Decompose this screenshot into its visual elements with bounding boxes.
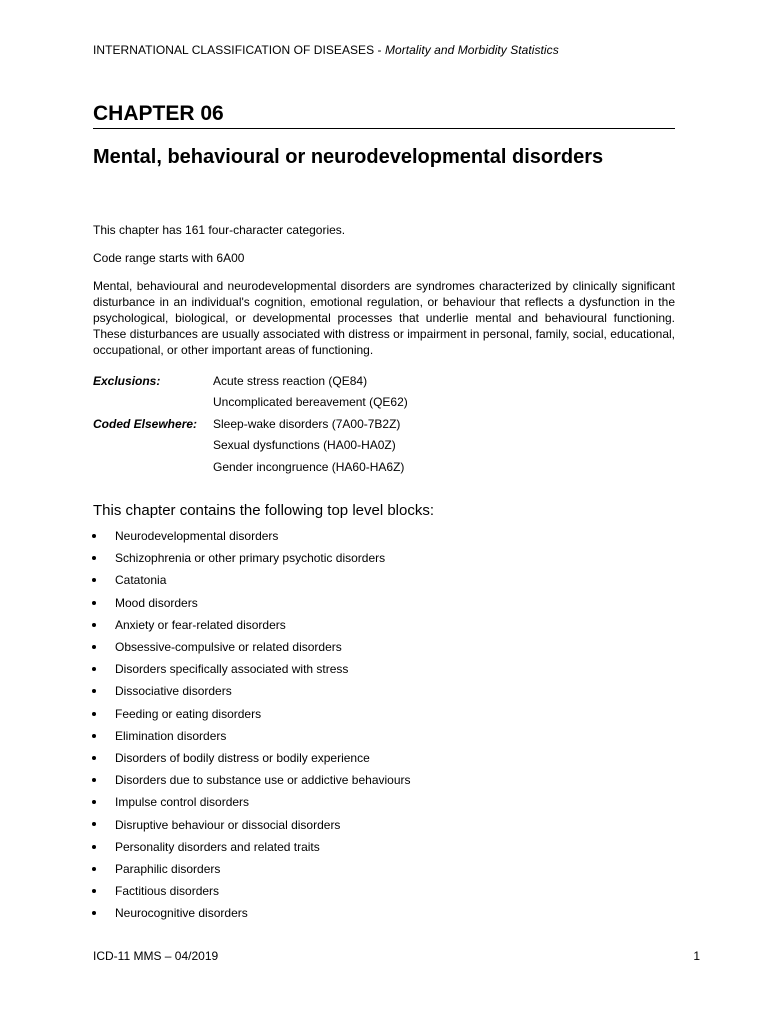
page-number: 1 [693,949,700,963]
list-item [93,880,675,902]
bullet-icon [92,601,96,605]
exclusions-table [93,370,675,478]
list-item [93,791,675,813]
coded-elsewhere-row [93,413,675,435]
top-level-blocks-list [93,525,675,924]
coded-elsewhere-item: Sexual dysfunctions (HA00-HA0Z) [213,438,396,453]
block-label: Elimination disorders [115,728,227,743]
bullet-icon [92,778,96,782]
bullet-icon [92,845,96,849]
block-label: Obsessive-compulsive or related disorders [115,640,342,655]
coded-elsewhere-label: Coded Elsewhere: [93,416,198,431]
bullet-icon [92,534,96,538]
coded-elsewhere-item: Gender incongruence (HA60-HA6Z) [213,459,405,474]
bullet-icon [92,867,96,871]
bullet-icon [92,822,96,826]
block-label: Disruptive behaviour or dissocial disorders [115,817,341,832]
list-item [93,813,675,835]
bullet-icon [92,689,96,693]
footer-version: ICD-11 MMS – 04/2019 [93,949,219,963]
page-footer [93,949,700,963]
block-label: Disorders specifically associated with stress [115,662,349,677]
exclusion-row [93,370,675,392]
chapter-description: Mental, behavioural and neurodevelopmental disorders are syndromes characterized by clinically significant disturbance in an individual's cognition, emotional regulation, or behaviour that reflects a dysfunction in the psychological, biological, or developmental processes that underlie mental and behavioural functioning. These disturbances are usually associated with distress or impairment in personal, family, social, educational, occupational, or other important areas of functioning. [93,279,675,357]
block-label: Paraphilic disorders [115,861,221,876]
list-item [93,614,675,636]
bullet-icon [92,578,96,582]
chapter-title: Mental, behavioural or neurodevelopmental disorders [93,146,604,168]
list-item [93,658,675,680]
exclusion-row [93,392,675,414]
list-item [93,569,675,591]
bullet-icon [92,911,96,915]
list-item [93,858,675,880]
block-label: Neurodevelopmental disorders [115,529,279,544]
coded-elsewhere-row [93,435,675,457]
list-item [93,747,675,769]
block-label: Factitious disorders [115,884,220,899]
list-item [93,703,675,725]
list-item [93,902,675,924]
block-label: Disorders of bodily distress or bodily experience [115,750,370,765]
bullet-icon [92,667,96,671]
list-item [93,636,675,658]
bullet-icon [92,645,96,649]
bullet-icon [92,734,96,738]
list-item [93,725,675,747]
exclusions-label: Exclusions: [93,373,161,388]
block-label: Feeding or eating disorders [115,706,262,721]
bullet-icon [92,889,96,893]
header-title: INTERNATIONAL CLASSIFICATION OF DISEASES - [93,43,385,57]
bullet-icon [92,623,96,627]
list-item [93,680,675,702]
block-label: Anxiety or fear-related disorders [115,617,286,632]
block-label: Personality disorders and related traits [115,839,320,854]
bullet-icon [92,756,96,760]
coded-elsewhere-row [93,456,675,478]
bullet-icon [92,556,96,560]
code-range-text: Code range starts with 6A00 [93,251,245,265]
list-item [93,592,675,614]
blocks-intro-heading: This chapter contains the following top level blocks: [93,502,435,519]
header-subtitle: Mortality and Morbidity Statistics [384,43,559,57]
bullet-icon [92,712,96,716]
categories-count-text: This chapter has 161 four-character categories. [93,223,346,237]
chapter-heading: CHAPTER 06 [93,100,675,129]
block-label: Catatonia [115,573,167,588]
list-item [93,547,675,569]
list-item [93,769,675,791]
running-header [93,43,675,57]
bullet-icon [92,800,96,804]
block-label: Dissociative disorders [115,684,232,699]
exclusion-item: Acute stress reaction (QE84) [213,373,368,388]
list-item [93,836,675,858]
block-label: Impulse control disorders [115,795,250,810]
block-label: Neurocognitive disorders [115,906,248,921]
block-label: Mood disorders [115,595,198,610]
list-item [93,525,675,547]
coded-elsewhere-item: Sleep-wake disorders (7A00-7B2Z) [213,416,401,431]
block-label: Schizophrenia or other primary psychotic disorders [115,551,386,566]
exclusion-item: Uncomplicated bereavement (QE62) [213,395,408,410]
block-label: Disorders due to substance use or addictive behaviours [115,773,411,788]
